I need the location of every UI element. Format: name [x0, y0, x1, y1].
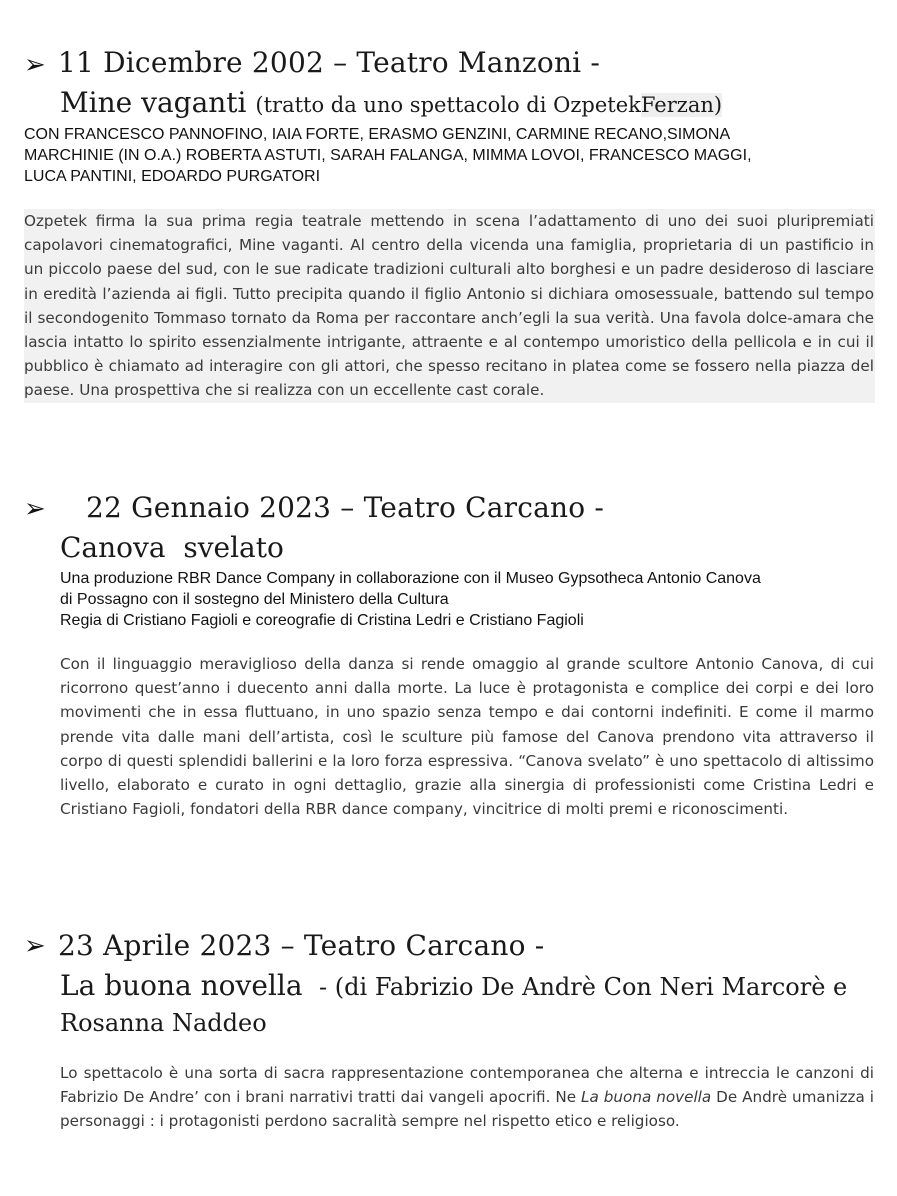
description-text: Ozpetek firma la sua prima regia teatrale mettendo in scena l’adattamento di uno dei suoi pluripremiati capolavori cinematografici, Mine vaganti. Al centro della vicenda una famiglia, proprietaria di un pastificio in un piccolo paese del sud, con le sue radicate tradizioni culturali alto borghesi e un padre desideroso di lasciare in eredità l’azienda ai figli. Tutto precipita quando il figlio Antonio si dichiara omosessuale, battendo sul tempo il secondogenito Tommaso tornato da Roma per raccontare anch’egli la sua verità. Una favola dolce-amara che lascia intatto lo spirito essenzialmente intrigante, attraente e al contempo umoristico della pellicola e in cui il pubblico è chiamato ad interagire con gli attori, che spesso recitano in platea come se fossero nella piazza del paese. Una prospettiva che si realizza con un eccellente cast corale.	[24, 212, 874, 400]
event-title-line	[60, 86, 722, 119]
credits-line: CON FRANCESCO PANNOFINO, IAIA FORTE, ERASMO GENZINI, CARMINE RECANO,SIMONA	[24, 126, 731, 143]
event-title: Mine vaganti	[60, 86, 247, 119]
event-title: La buona novella	[60, 969, 303, 1002]
description-italic-title: La buona novella	[581, 1088, 712, 1107]
arrow-bullet-icon: ➢	[24, 50, 46, 80]
event-date-venue: 11 Dicembre 2002 – Teatro Manzoni -	[58, 46, 601, 79]
event-date-venue: 22 Gennaio 2023 – Teatro Carcano -	[86, 491, 605, 524]
description-text-part: De Andrè umanizza i personaggi : i protagonisti perdono sacralità sempre nel rispetto etico e religioso.	[60, 1088, 874, 1131]
description-text: Con il linguaggio meraviglioso della danza si rende omaggio al grande scultore Antonio Canova, di cui ricorrono quest’anno i duecento anni dalla morte. La luce è protagonista e complice dei corpi e dei loro movimenti che in essa fluttuano, in uno spazio senza tempo e dai contorni indefiniti. E come il marmo prende vita dalle mani dell’artista, così le sculture più famose del Canova prendono vita attraverso il corpo di questi splendidi ballerini e la loro forza espressiva. “Canova svelato” è uno spettacolo di altissimo livello, elaborato e curato in ogni dettaglio, grazie alla sinergia di professionisti come Cristina Ledri e Cristiano Fagioli, fondatori della RBR dance company, vincitrice di molti premi e riconoscimenti.	[60, 655, 874, 819]
event-title: Canova svelato	[60, 531, 284, 564]
event-description	[60, 1061, 874, 1134]
credits-line: MARCHINIE (IN O.A.) ROBERTA ASTUTI, SARAH FALANGA, MIMMA LOVOI, FRANCESCO MAGGI,	[24, 147, 752, 164]
event-title-line	[60, 969, 847, 1002]
event-credits	[60, 568, 761, 631]
credits-line: Regia di Cristiano Fagioli e coreografie di Cristina Ledri e Cristiano Fagioli	[60, 612, 584, 629]
event-description	[60, 652, 874, 821]
event-credits	[24, 124, 752, 187]
event-date-venue: 23 Aprile 2023 – Teatro Carcano -	[58, 929, 545, 962]
event-title-note-continued: Rosanna Naddeo	[60, 1009, 267, 1037]
event-description	[24, 209, 875, 403]
credits-line: Una produzione RBR Dance Company in collaborazione con il Museo Gypsotheca Antonio Canova	[60, 570, 761, 587]
description-text	[60, 1061, 874, 1134]
credits-line: LUCA PANTINI, EDOARDO PURGATORI	[24, 168, 321, 185]
event-title-note: (tratto da uno spettacolo di Ozpetek	[255, 93, 641, 117]
arrow-bullet-icon: ➢	[24, 931, 46, 961]
credits-line: di Possagno con il sostegno del Ministero della Cultura	[60, 591, 449, 608]
event-title-note-highlight: Ferzan)	[640, 93, 723, 117]
event-title-note: - (di Fabrizio De Andrè Con Neri Marcorè e	[311, 973, 848, 1001]
description-text-part: Lo spettacolo è una sorta di sacra rappresentazione contemporanea che alterna e intreccia le canzoni di Fabrizio De Andre’ con i brani narrativi tratti dai vangeli apocrifi. Ne	[60, 1064, 874, 1107]
arrow-bullet-icon: ➢	[24, 494, 46, 524]
